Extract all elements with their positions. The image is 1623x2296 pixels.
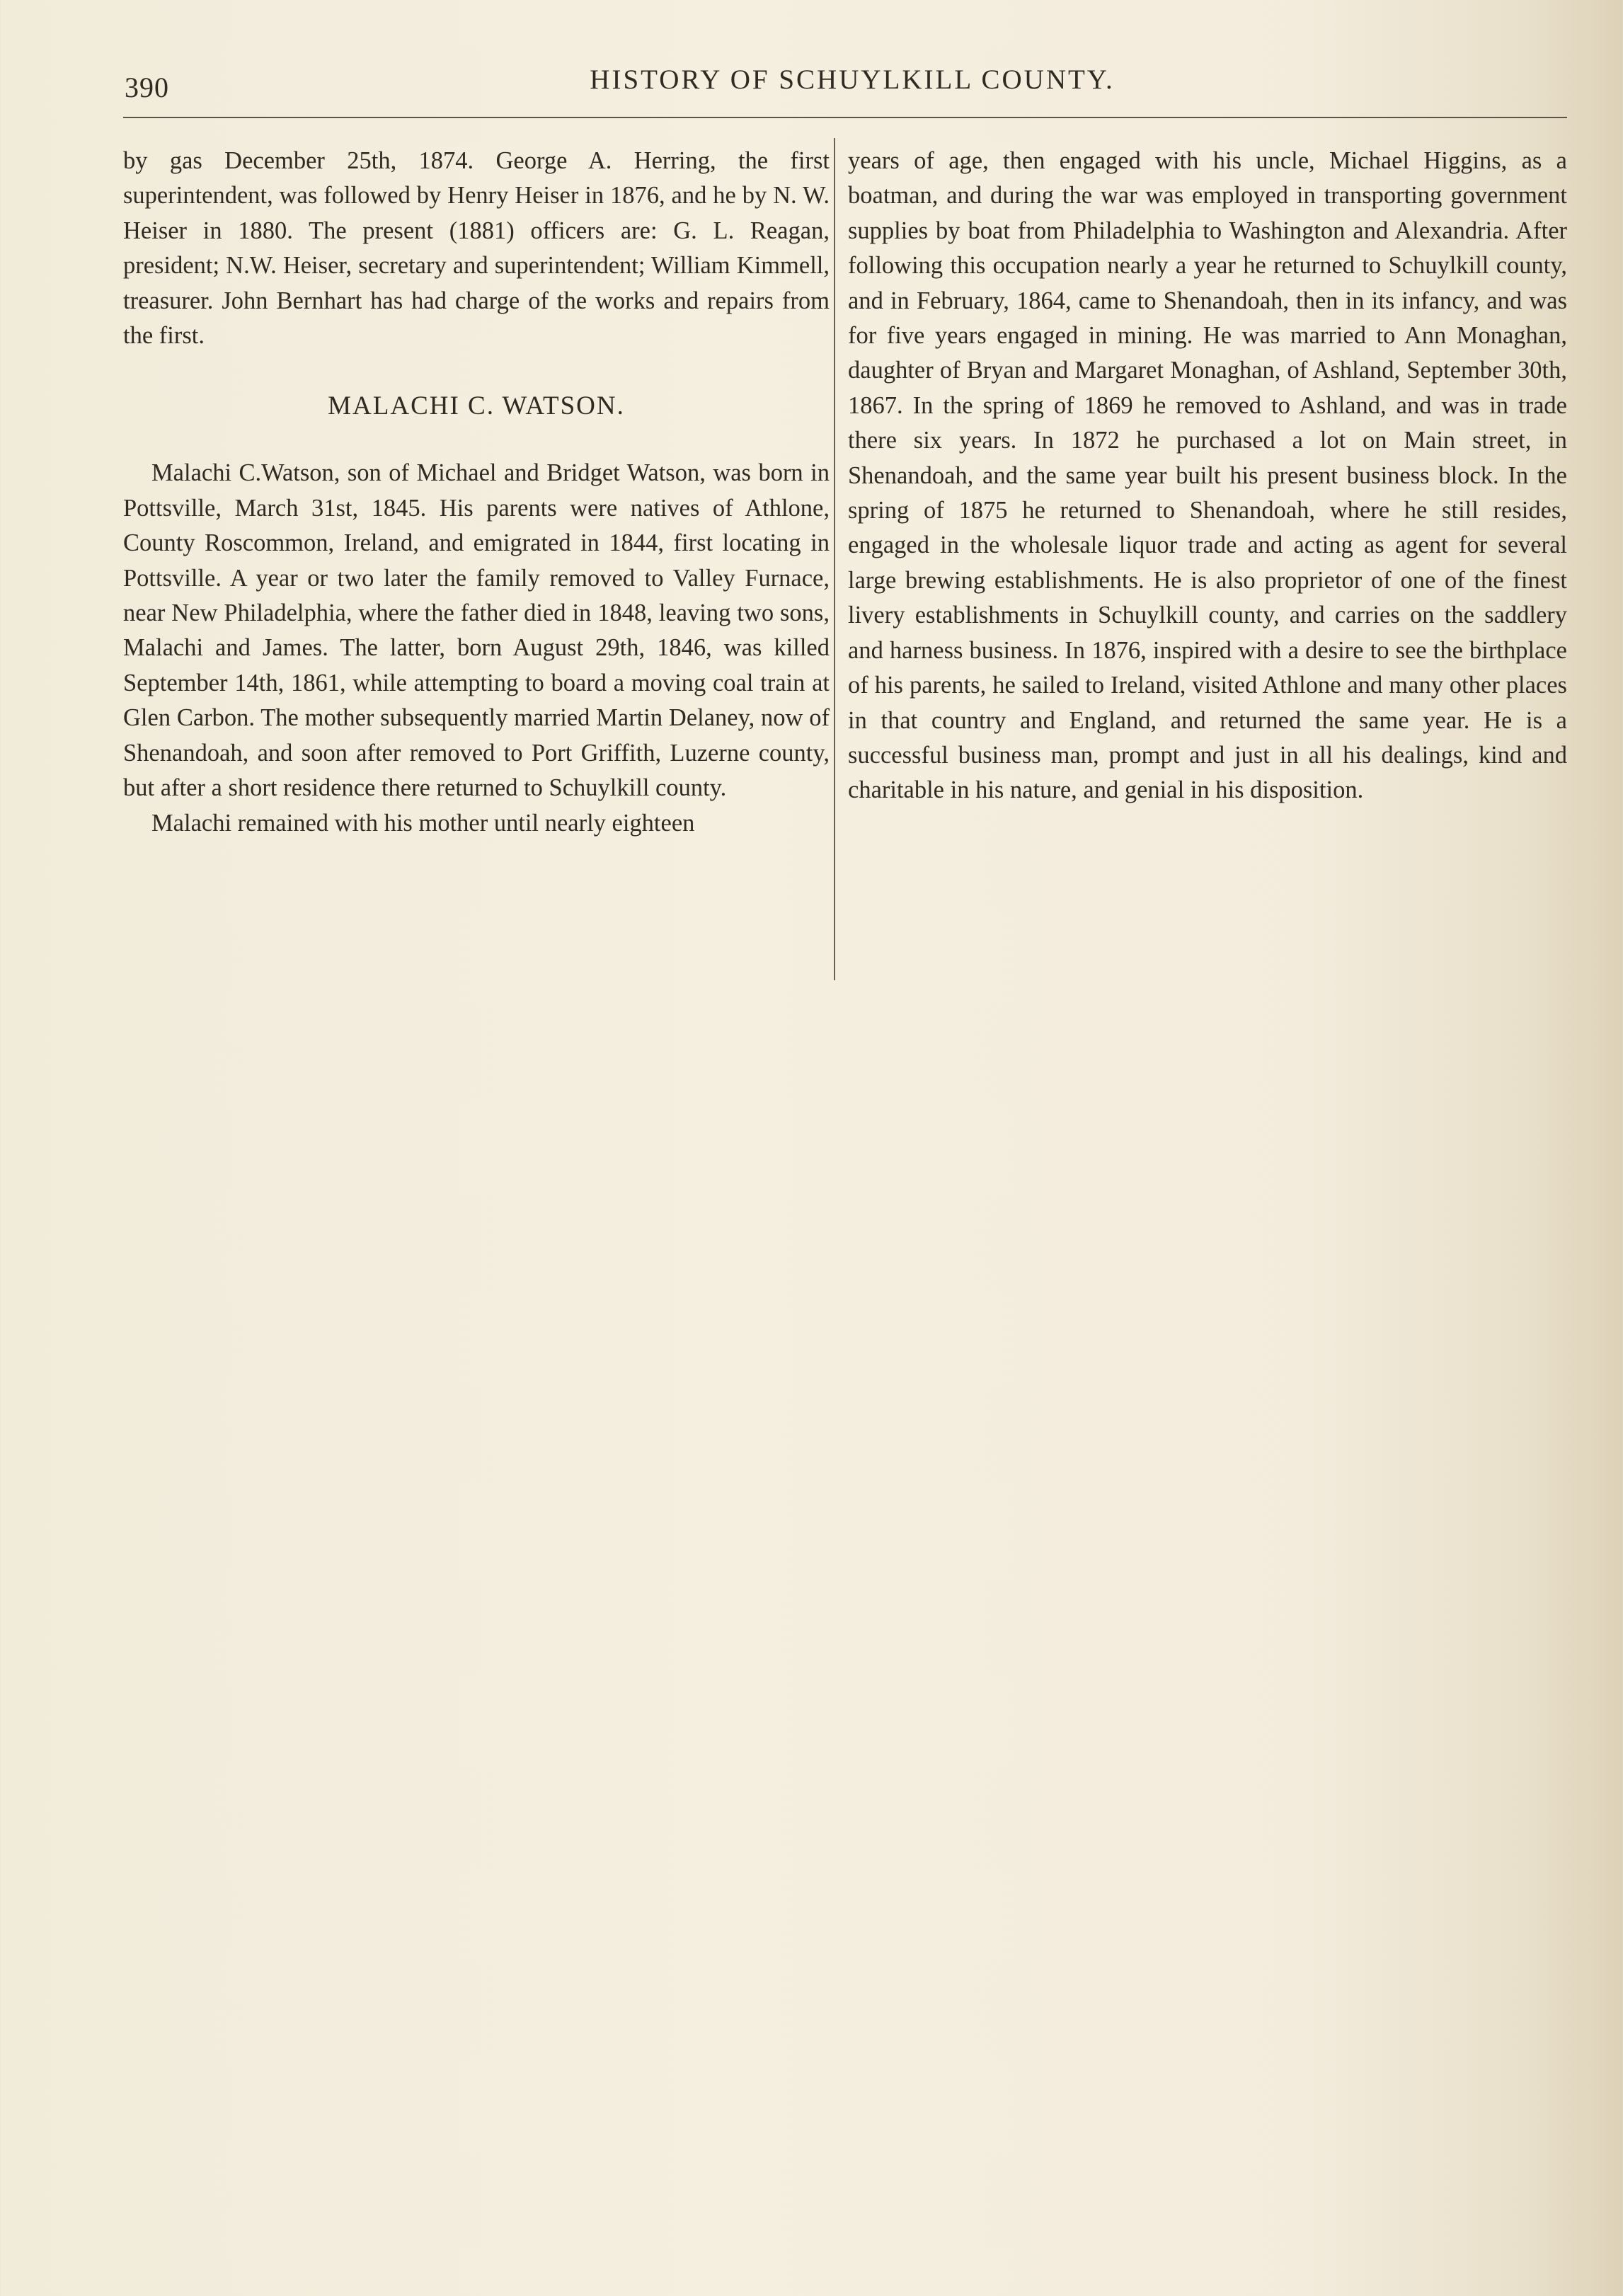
running-title: HISTORY OF SCHUYLKILL COUNTY. <box>590 64 1115 95</box>
biography-paragraph-2-continued: years of age, then engaged with his uncle, Michael Higgins, as a boatman, and during the war was employed in transporting government supplies by boat from Philadelphia to Washington and Alexandria. After following this occupation nearly a year he returned to Schuylkill county, and in February, 1864, came to Shenandoah, then in its infancy, and was for five years engaged in mining. He was married to Ann Monaghan, daughter of Bryan and Margaret Monaghan, of Ashland, September 30th, 1867. In the spring of 1869 he removed to Ashland, and was in trade there six years. In 1872 he purchased a lot on Main street, in Shenandoah, and the same year built his present business block. In the spring of 1875 he returned to Shenandoah, where he still resides, engaged in the wholesale liquor trade and acting as agent for several large brewing establishments. He is also proprietor of one of the finest livery establishments in Schuylkill county, and carries on the saddlery and harness business. In 1876, inspired with a desire to see the birthplace of his parents, he sailed to Ireland, visited Athlone and many other places in that country and England, and returned the same year. He is a successful business man, prompt and just in all his dealings, kind and charitable in his nature, and genial in his disposition. <box>848 147 1567 804</box>
right-column <box>848 144 1567 808</box>
column-divider <box>834 138 835 980</box>
page-number: 390 <box>125 71 169 103</box>
biography-paragraph-2-start: Malachi remained with his mother until nearly eighteen <box>151 809 695 837</box>
section-heading-block <box>123 353 830 456</box>
header-rule <box>123 117 1567 118</box>
left-column <box>123 144 830 841</box>
biography-paragraph-1: Malachi C.Watson, son of Michael and Bridget Watson, was born in Pottsville, March 31st, 1845. His parents were natives of Athlone, County Roscommon, Ireland, and emigrated in 1844, first locating in Pottsville. A year or two later the family removed to Valley Furnace, near New Philadelphia, where the father died in 1848, leaving two sons, Malachi and James. The latter, born August 29th, 1846, was killed September 14th, 1861, while attempting to board a moving coal train at Glen Carbon. The mother subsequently married Martin Delaney, now of Shenandoah, and soon after removed to Port Griffith, Luzerne county, but after a short residence there returned to Schuylkill county. <box>123 459 830 802</box>
continued-paragraph: by gas December 25th, 1874. George A. Herring, the first superintendent, was followed by Henry Heiser in 1876, and he by N. W. Heiser in 1880. The present (1881) officers are: G. L. Reagan, president; N.W. Heiser, secretary and superintendent; William Kimmell, treasurer. John Bernhart has had charge of the works and repairs from the first. <box>123 147 830 350</box>
section-heading: MALACHI C. WATSON. <box>328 391 625 421</box>
